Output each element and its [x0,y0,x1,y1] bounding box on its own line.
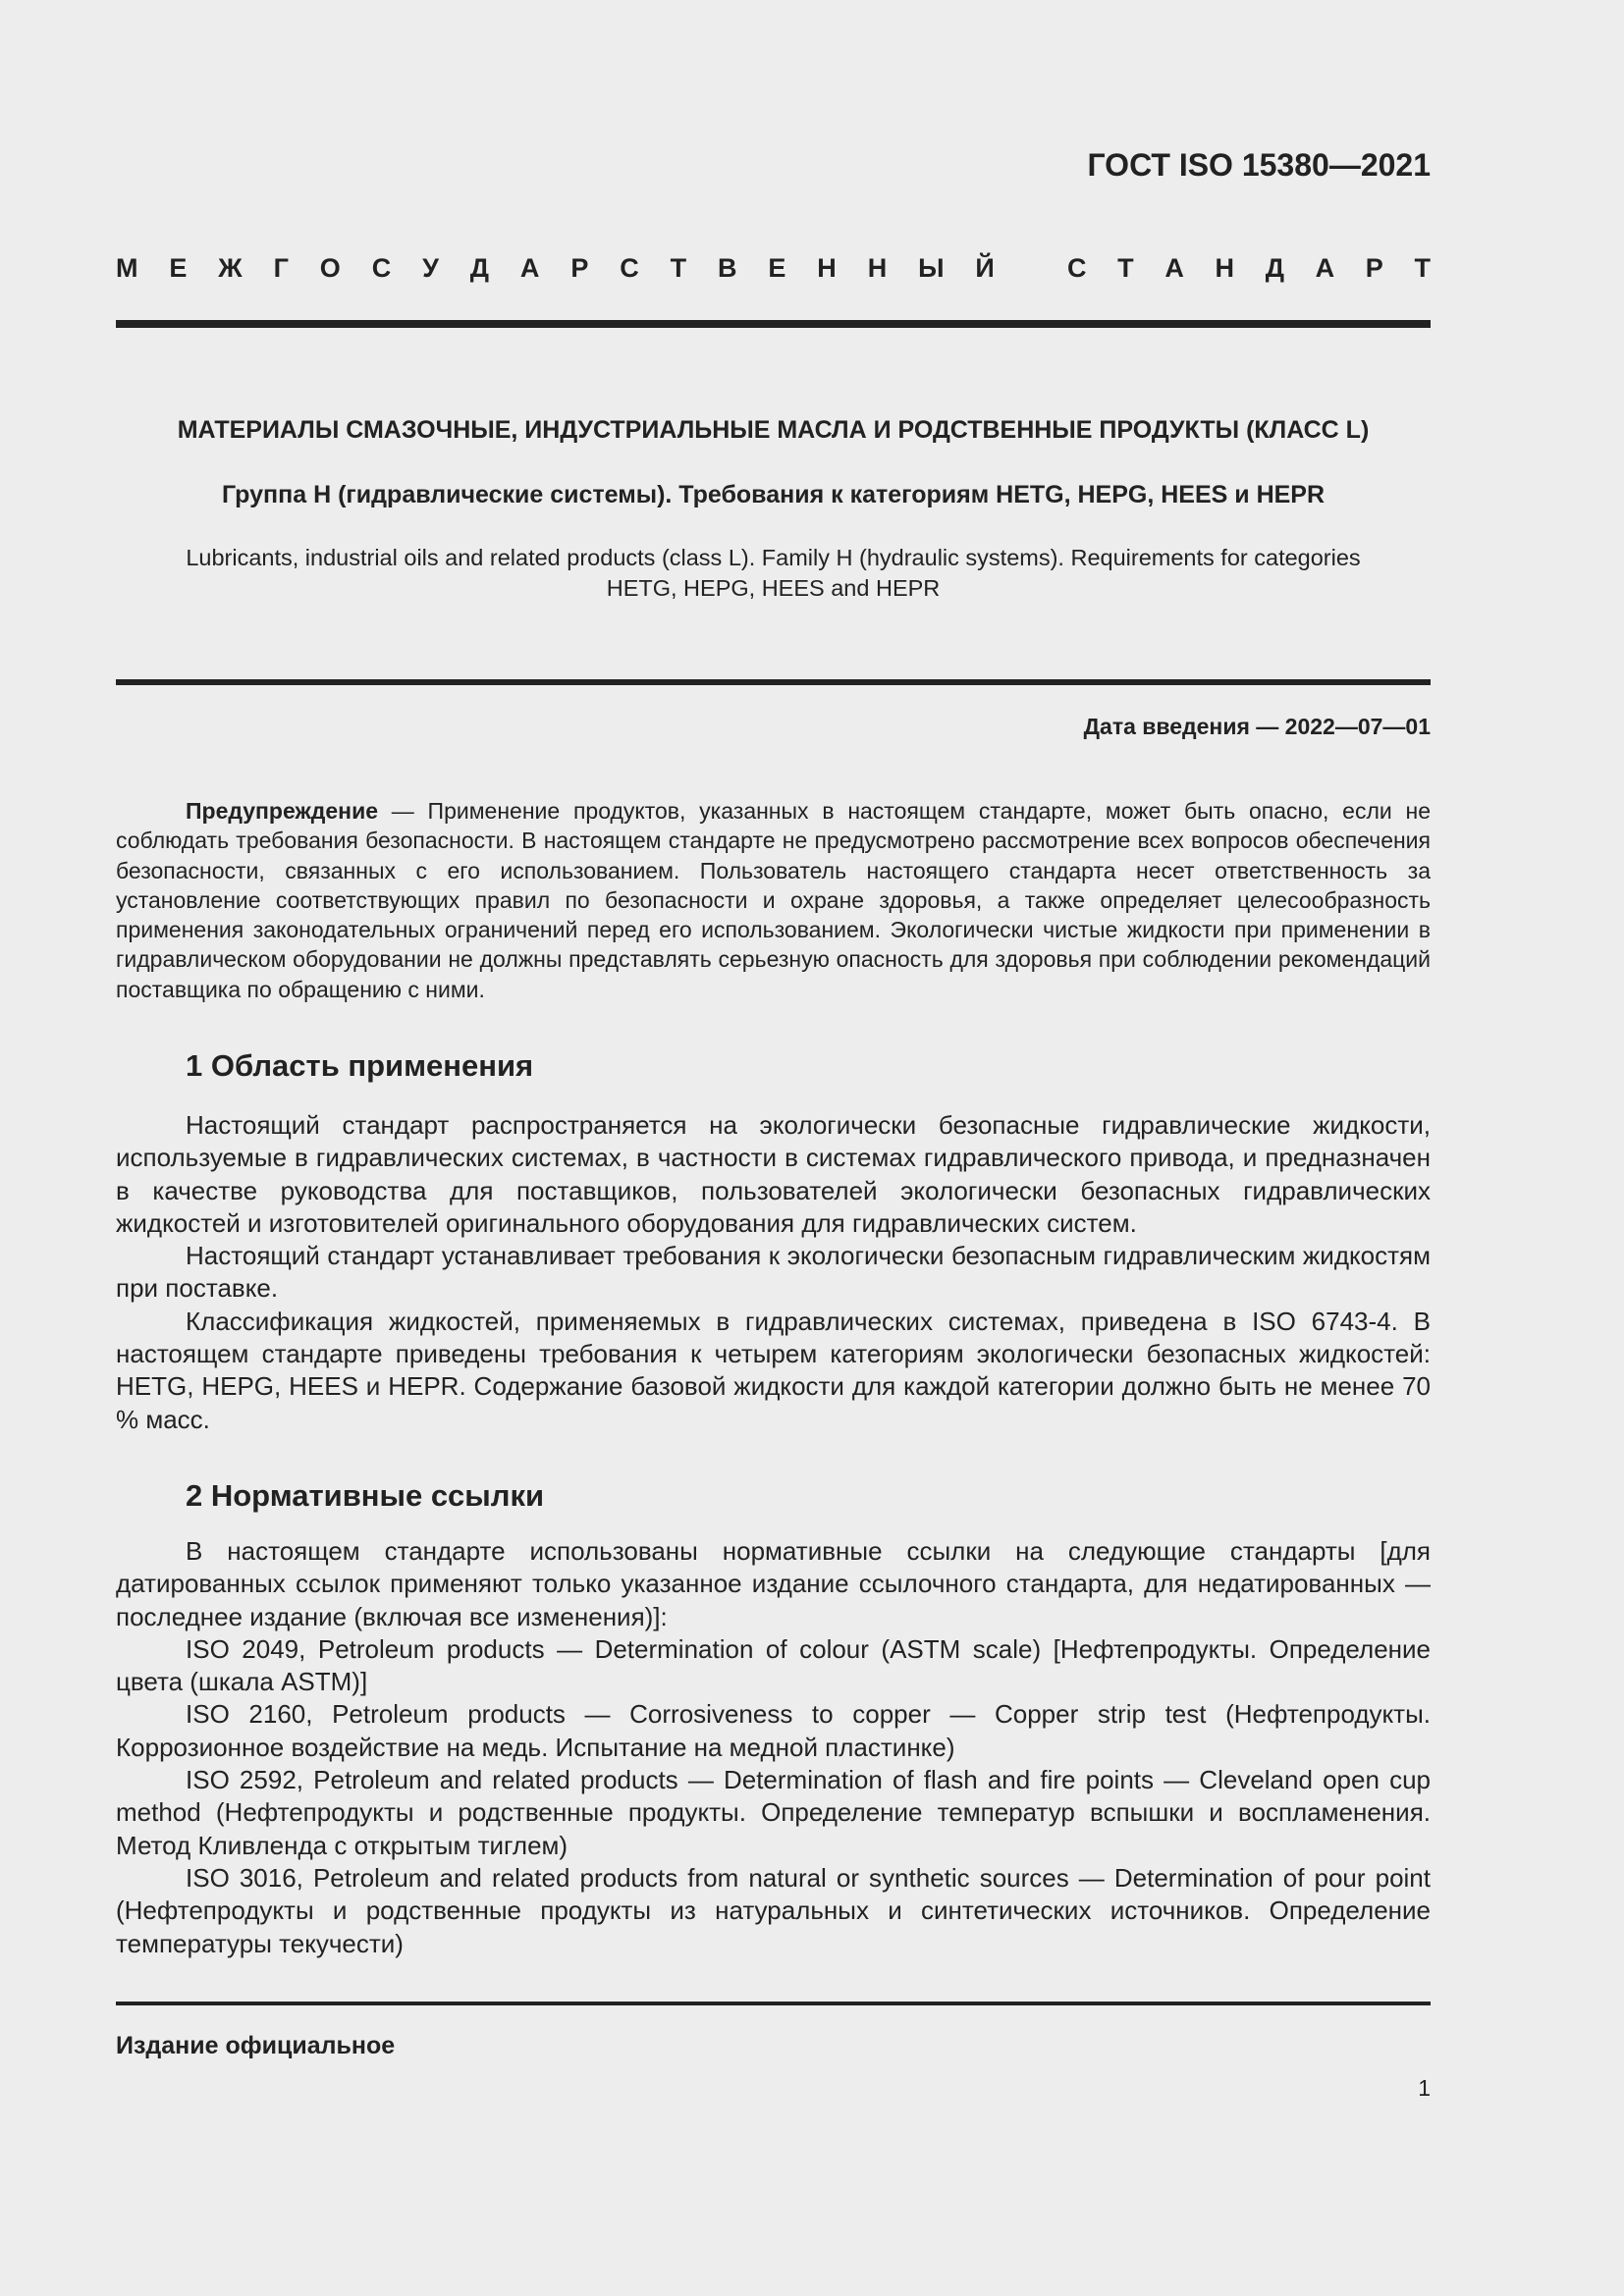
reference-iso-2592: ISO 2592, Petroleum and related products — Determination of flash and fire points — Cleveland open cup method (Нефтепродукты и родственные продукты. Определение температур вспышки и воспламенения. Метод Кливленда с открытым тиглем) [116,1765,1431,1860]
title-rule [116,679,1431,685]
heading-letter: Д [1265,253,1284,283]
heading-letter: А [1315,253,1335,283]
heading-letter: Е [169,253,188,283]
heading-letter: Е [768,253,786,283]
footer-rule [116,2002,1431,2005]
heading-letter: Ы [918,253,945,283]
heading-letter: С [620,253,639,283]
document-number: ГОСТ ISO 15380—2021 [1087,147,1431,183]
heading-letter: А [1164,253,1184,283]
warning-paragraph [116,796,1431,1004]
header-rule [116,320,1431,328]
title-ru-sub: Группа H (гидравлические системы). Требования к категориям HETG, HEPG, HEES и HEPR [221,481,1326,508]
heading-letter: Т [1117,253,1134,283]
section-title-normative-references: 2 Нормативные ссылки [186,1478,545,1513]
standard-type-heading [116,253,1431,284]
section-title-scope: 1 Область применения [186,1048,534,1083]
page-number: 1 [1418,2075,1431,2101]
reference-iso-3016: ISO 3016, Petroleum and related products from natural or synthetic sources — Determination of pour point (Нефтепродукты и родственные продукты из натуральных и синтетических источников. Определение температуры текучести) [116,1862,1431,1958]
section-body-normative-references [116,1535,1431,1960]
warning-text: — Применение продуктов, указанных в настоящем стандарте, может быть опасно, если не соблюдать требования безопасности. В настоящем стандарте не предусмотрено рассмотрение всех вопросов обеспечения безопасности, связанных с его использованием. Пользователь настоящего стандарта несет ответственность за установление соответствующих правил по безопасности и охране здоровья, а также определяет целесообразность применения законодательных ограничений перед его использованием. Экологически чистые жидкости при применении в гидравлическом оборудовании не должны представлять серьезную опасность для здоровья при соблюдении рекомендаций поставщика по обращению с ними. [116,798,1431,1002]
heading-letter: Т [1414,253,1431,283]
heading-letter: А [519,253,540,283]
standard-type-word-1 [116,253,995,284]
standard-type-word-2 [1067,253,1431,284]
heading-letter: Й [975,253,995,283]
heading-letter: С [1067,253,1087,283]
heading-letter: Н [817,253,837,283]
scope-paragraph-1: Настоящий стандарт распространяется на экологически безопасные гидравлические жидкости, используемые в гидравлических системах, в частности в системах гидравлического привода, и предназначен в качестве руководства для поставщиков, пользователей экологически безопасных гидравлических жидкостей и изготовителей оригинального оборудования для гидравлических систем. [116,1110,1431,1238]
heading-letter: У [422,253,439,283]
heading-letter: С [371,253,392,283]
section-body-scope [116,1109,1431,1436]
title-en-line-1: Lubricants, industrial oils and related products (class L). Family H (hydraulic systems). Requirements for categories [186,545,1361,570]
heading-letter: Г [273,253,289,283]
heading-letter: О [319,253,341,283]
heading-letter: Т [670,253,687,283]
heading-letter: Н [1215,253,1235,283]
title-en [116,543,1431,604]
official-edition-label: Издание официальное [116,2032,396,2059]
reference-iso-2160: ISO 2160, Petroleum products — Corrosiveness to copper — Copper strip test (Нефтепродукты. Коррозионное воздействие на медь. Испытание на медной пластинке) [116,1699,1431,1762]
references-intro: В настоящем стандарте использованы нормативные ссылки на следующие стандарты [для датированных ссылок применяют только указанное издание ссылочного стандарта, для недатированных — последнее издание (включая все изменения)]: [116,1536,1431,1631]
heading-letter: В [718,253,737,283]
title-en-line-2: HETG, HEPG, HEES and HEPR [606,575,941,601]
heading-letter: Д [469,253,490,283]
document-page [116,0,1431,2296]
warning-label: Предупреждение [186,798,378,824]
reference-iso-2049: ISO 2049, Petroleum products — Determination of colour (ASTM scale) [Нефтепродукты. Определение цвета (шкала ASTM)] [116,1633,1431,1697]
introduction-date: Дата введения — 2022—07—01 [1083,714,1431,739]
heading-letter: М [116,253,138,283]
heading-letter: Н [867,253,888,283]
heading-letter: Р [1365,253,1383,283]
scope-paragraph-3: Классификация жидкостей, применяемых в гидравлических системах, приведена в ISO 6743-4. В настоящем стандарте приведены требования к четырем категориям экологически безопасных жидкостей: HETG, HEPG, HEES и HEPR. Содержание базовой жидкости для каждой категории должно быть не менее 70 % масс. [116,1306,1431,1434]
scope-paragraph-2: Настоящий стандарт устанавливает требования к экологически безопасным гидравлическим жидкостям при поставке. [116,1241,1431,1304]
heading-letter: Р [570,253,589,283]
heading-letter: Ж [218,253,243,283]
title-ru-main: МАТЕРИАЛЫ СМАЗОЧНЫЕ, ИНДУСТРИАЛЬНЫЕ МАСЛА И РОДСТВЕННЫЕ ПРОДУКТЫ (КЛАСС L) [177,416,1370,444]
